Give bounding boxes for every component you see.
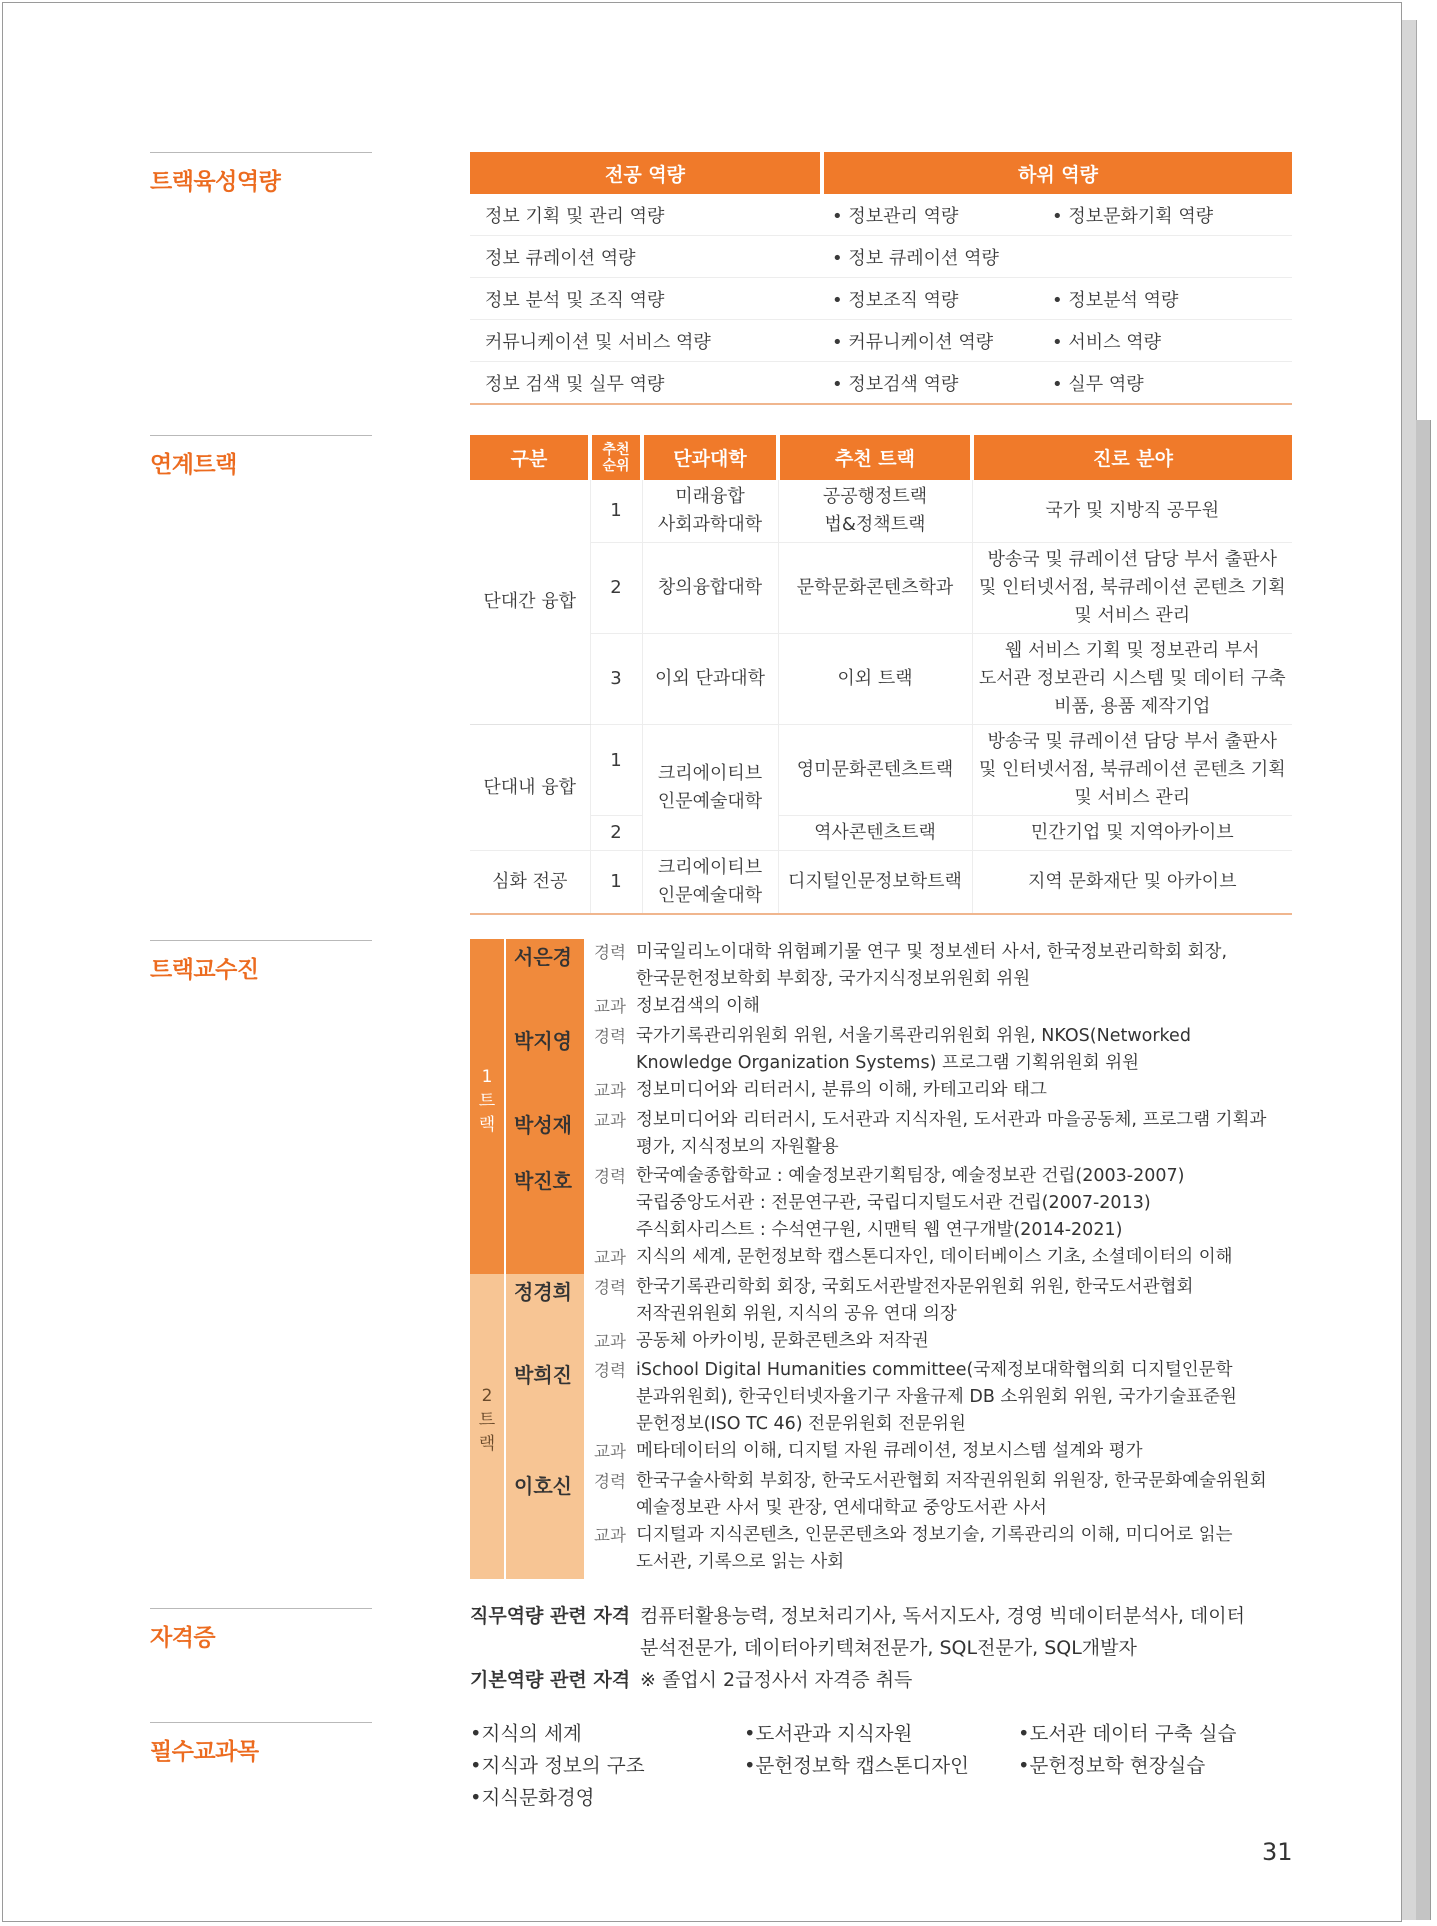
cell-category: 단대간 융합 — [470, 480, 590, 725]
certificate-basic-label: 기본역량 관련 자격 — [470, 1669, 631, 1691]
page-edge — [1402, 20, 1417, 1920]
linked-track-table — [470, 435, 1292, 915]
cell-rank: 1 — [590, 480, 642, 543]
cell-category: 심화 전공 — [470, 851, 590, 915]
course-text: 정보미디어와 리터러시, 도서관과 지식자원, 도서관과 마을공동체, 프로그램 기획과 평가, 지식정보의 자원활용 — [636, 1110, 1267, 1157]
cell-college: 창의융합대학 — [642, 543, 778, 634]
cell-college: 미래융합 사회과학대학 — [642, 480, 778, 543]
section-title-competency: 트랙육성역량 — [150, 152, 372, 196]
header-sub: 하위 역량 — [822, 152, 1292, 194]
required-course: •도서관 데이터 구축 실습 — [1018, 1722, 1237, 1745]
table-row — [470, 816, 1292, 851]
course-tag: 교과 — [594, 1442, 626, 1461]
career-text: 국가기록관리위원회 위원, 서울기록관리위원회 위원, NKOS(Networked Knowledge Organization Systems) 프로그램 기획위원회 위원 — [636, 1026, 1191, 1073]
cell-major: 정보 검색 및 실무 역량 — [470, 362, 822, 405]
professor-info — [594, 1107, 1332, 1161]
cell-college: 이외 단과대학 — [642, 634, 778, 725]
table-row — [470, 851, 1292, 915]
track2-label: 2 트 랙 — [478, 1386, 496, 1454]
cell-major: 정보 분석 및 조직 역량 — [470, 278, 822, 320]
course-text: 정보미디어와 리터러시, 분류의 이해, 카테고리와 태그 — [636, 1080, 1047, 1100]
career-text: 한국예술종합학교 : 예술정보관기획팀장, 예술정보관 건립(2003-2007) 국립중앙도서관 : 전문연구관, 국립디지털도서관 건립(2007-2013) 주식회사리스트 : 수석연구원, 시맨틱 웹 연구개발(2014-2021) — [636, 1166, 1185, 1240]
table-row — [470, 634, 1292, 725]
cell-rank: 2 — [590, 543, 642, 634]
career-tag: 경력 — [594, 1027, 626, 1046]
cell-major: 정보 큐레이션 역량 — [470, 236, 822, 278]
career-tag: 경력 — [594, 1361, 626, 1380]
professor-info — [594, 1163, 1332, 1271]
cell-rank: 2 — [590, 816, 642, 851]
career-tag: 경력 — [594, 1472, 626, 1491]
course-tag: 교과 — [594, 1248, 626, 1267]
divider — [504, 939, 506, 1579]
professor-name: 박희진 — [514, 1363, 572, 1387]
cell-sub: • 커뮤니케이션 역량 — [822, 320, 1052, 362]
section-title-required: 필수교과목 — [150, 1722, 372, 1766]
course-text: 디지털과 지식콘텐츠, 인문콘텐츠와 정보기술, 기록관리의 이해, 미디어로 읽는 도서관, 기록으로 읽는 사회 — [636, 1525, 1233, 1572]
professor-name: 이호신 — [514, 1474, 572, 1498]
cell-career: 방송국 및 큐레이션 담당 부서 출판사 및 인터넷서점, 북큐레이션 콘텐츠 기획 및 서비스 관리 — [972, 543, 1292, 634]
professor-info — [594, 939, 1332, 1020]
career-tag: 경력 — [594, 1278, 626, 1297]
cell-sub: • 정보분석 역량 — [1052, 278, 1292, 320]
professor-name: 서은경 — [514, 945, 572, 969]
cell-track: 이외 트랙 — [778, 634, 972, 725]
cell-sub: • 정보문화기획 역량 — [1052, 194, 1292, 236]
competency-table — [470, 152, 1292, 405]
professor-info — [594, 1357, 1332, 1465]
cell-major: 커뮤니케이션 및 서비스 역량 — [470, 320, 822, 362]
career-text: 한국기록관리학회 회장, 국회도서관발전자문위원회 위원, 한국도서관협회 저작권위원회 위원, 지식의 공유 연대 의장 — [636, 1277, 1194, 1324]
cell-career: 국가 및 지방직 공무원 — [972, 480, 1292, 543]
header-major: 전공 역량 — [470, 152, 822, 194]
professor-name: 박지영 — [514, 1029, 572, 1053]
professor-info — [594, 1274, 1332, 1355]
table-row — [470, 480, 1292, 543]
professor-name: 박진호 — [514, 1169, 572, 1193]
course-text: 정보검색의 이해 — [636, 996, 760, 1016]
career-tag: 경력 — [594, 943, 626, 962]
cell-track: 디지털인문정보학트랙 — [778, 851, 972, 915]
course-tag: 교과 — [594, 997, 626, 1016]
header-category: 구분 — [470, 435, 590, 480]
required-course: •도서관과 지식자원 — [744, 1722, 913, 1745]
career-text: 한국구술사학회 부회장, 한국도서관협회 저작권위원회 위원장, 한국문화예술위원회 예술정보관 사서 및 관장, 연세대학교 중앙도서관 사서 — [636, 1471, 1267, 1518]
course-text: 지식의 세계, 문헌정보학 캡스톤디자인, 데이터베이스 기초, 소셜데이터의 이해 — [636, 1247, 1233, 1267]
cell-career: 방송국 및 큐레이션 담당 부서 출판사 및 인터넷서점, 북큐레이션 콘텐츠 기획 및 서비스 관리 — [972, 725, 1292, 816]
header-rank: 추천 순위 — [590, 435, 642, 480]
course-text: 메타데이터의 이해, 디지털 자원 큐레이션, 정보시스템 설계와 평가 — [636, 1441, 1143, 1461]
table-row — [470, 236, 1292, 278]
table-row — [470, 320, 1292, 362]
cell-sub — [1052, 236, 1292, 278]
cell-sub: • 서비스 역량 — [1052, 320, 1292, 362]
course-tag: 교과 — [594, 1081, 626, 1100]
cell-college: 크리에이티브 인문예술대학 — [642, 851, 778, 915]
required-course: •지식문화경영 — [470, 1786, 595, 1809]
section-title-faculty: 트랙교수진 — [150, 940, 372, 984]
cell-career: 지역 문화재단 및 아카이브 — [972, 851, 1292, 915]
cell-college: 크리에이티브 인문예술대학 — [642, 725, 778, 851]
cell-major: 정보 기획 및 관리 역량 — [470, 194, 822, 236]
page-edge — [1416, 420, 1431, 1920]
cell-sub: • 정보관리 역량 — [822, 194, 1052, 236]
cell-rank: 3 — [590, 634, 642, 725]
career-tag: 경력 — [594, 1167, 626, 1186]
required-course: •문헌정보학 현장실습 — [1018, 1754, 1206, 1777]
header-track: 추천 트랙 — [778, 435, 972, 480]
course-text: 공동체 아카이빙, 문화콘텐츠와 저작권 — [636, 1331, 929, 1351]
cell-category: 단대내 융합 — [470, 725, 590, 851]
header-college: 단과대학 — [642, 435, 778, 480]
cell-sub: • 정보검색 역량 — [822, 362, 1052, 405]
professor-info — [594, 1023, 1332, 1104]
cell-track: 역사콘텐츠트랙 — [778, 816, 972, 851]
table-row — [470, 362, 1292, 405]
certificate-job-value: 컴퓨터활용능력, 정보처리기사, 독서지도사, 경영 빅데이터분석사, 데이터 분석전문가, 데이터아키텍쳐전문가, SQL전문가, SQL개발자 — [640, 1605, 1245, 1659]
cell-sub: • 정보조직 역량 — [822, 278, 1052, 320]
certificate-job — [470, 1600, 1280, 1664]
table-row — [470, 194, 1292, 236]
cell-sub: • 정보 큐레이션 역량 — [822, 236, 1052, 278]
required-course: •지식의 세계 — [470, 1722, 582, 1745]
certificate-basic-value: ※ 졸업시 2급정사서 자격증 취득 — [640, 1669, 913, 1691]
cell-rank: 1 — [590, 851, 642, 915]
career-text: 미국일리노이대학 위험폐기물 연구 및 정보센터 사서, 한국정보관리학회 회장, 한국문헌정보학회 부회장, 국가지식정보위원회 위원 — [636, 942, 1228, 989]
section-title-certificate: 자격증 — [150, 1608, 372, 1652]
course-tag: 교과 — [594, 1526, 626, 1545]
certificate-job-label: 직무역량 관련 자격 — [470, 1605, 631, 1627]
cell-career: 민간기업 및 지역아카이브 — [972, 816, 1292, 851]
certificate-basic — [470, 1664, 1280, 1696]
cell-career: 웹 서비스 기획 및 정보관리 부서 도서관 정보관리 시스템 및 데이터 구축 비품, 용품 제작기업 — [972, 634, 1292, 725]
table-row — [470, 543, 1292, 634]
career-text: iSchool Digital Humanities committee(국제정보대학협의회 디지털인문학 분과위원회), 한국인터넷자율기구 자율규제 DB 소위원회 위원, 국가기술표준원 문헌정보(ISO TC 46) 전문위원회 전문위원 — [636, 1360, 1237, 1434]
cell-rank: 1 — [590, 725, 642, 816]
cell-track: 영미문화콘텐츠트랙 — [778, 725, 972, 816]
track1-label: 1 트 랙 — [478, 1067, 496, 1135]
cell-sub: • 실무 역량 — [1052, 362, 1292, 405]
table-row — [470, 278, 1292, 320]
required-course: •지식과 정보의 구조 — [470, 1754, 645, 1777]
professor-name: 박성재 — [514, 1113, 572, 1137]
cell-track: 문학문화콘텐츠학과 — [778, 543, 972, 634]
required-course: •문헌정보학 캡스톤디자인 — [744, 1754, 969, 1777]
section-title-linked: 연계트랙 — [150, 435, 372, 479]
course-tag: 교과 — [594, 1111, 626, 1130]
header-career: 진로 분야 — [972, 435, 1292, 480]
course-tag: 교과 — [594, 1332, 626, 1351]
professor-info — [594, 1468, 1332, 1576]
professor-name: 정경희 — [514, 1280, 572, 1304]
table-row — [470, 725, 1292, 816]
cell-track: 공공행정트랙 법&정책트랙 — [778, 480, 972, 543]
page-number: 31 — [1262, 1838, 1293, 1866]
